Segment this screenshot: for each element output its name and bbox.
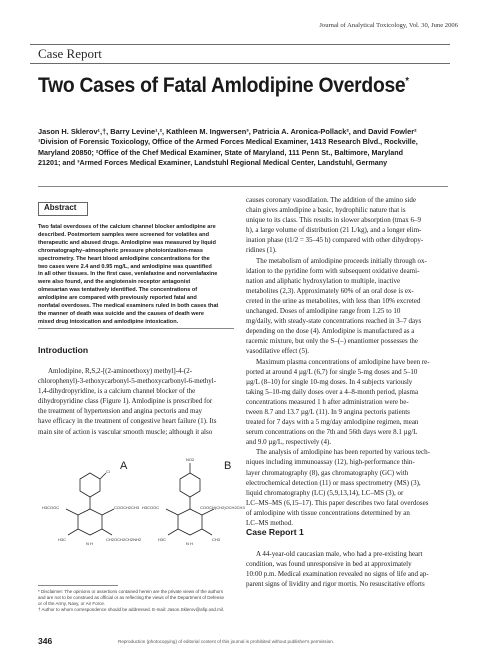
footnotes — [38, 589, 234, 613]
abstract-line: nonfatal overdoses. The medical examiners ruled in both cases that — [38, 303, 219, 310]
a-phenyl-ring — [80, 473, 100, 497]
right-column-line: electrochemical detection (11) or mass spectrometry (MS) (3), — [246, 478, 421, 487]
b-nh-label: N H — [186, 541, 193, 546]
abstract-line: mixed drug intoxication and amlodipine intoxication. — [38, 318, 179, 325]
abstract-text — [38, 224, 230, 327]
case-report-line: 10:00 p.m. Medical examination revealed no signs of life and ap- — [246, 570, 429, 579]
journal-header: Journal of Analytical Toxicology, Vol. 30, June 2006 — [319, 22, 458, 29]
footnote-divider — [38, 585, 118, 586]
abstract-heading-box — [38, 202, 88, 216]
b-ester-left: H3COOC — [142, 505, 160, 510]
abstract-line: therapeutic and abused drugs. Amlodipine was measured by liquid — [38, 239, 216, 246]
right-column-line: creted in the urine as metabolites, with less than 10% excreted — [246, 296, 421, 305]
right-column-line: LC–MS method. — [246, 519, 294, 527]
right-column-line: The metabolism of amlodipine proceeds initially through ox- — [256, 256, 427, 265]
right-column-line: mg/daily, with steady-state concentrations reached in 3–7 days — [246, 317, 422, 326]
a-nh-label: N H — [86, 541, 93, 546]
right-column-line: unique to its class. This results in slower absorption (tmax 6–9 — [246, 216, 422, 225]
introduction-line: 1,4-dihydropyridine, is a calcium channel blocker of the — [38, 387, 196, 396]
right-column-line: Maximum plasma concentrations of amlodipine have been re- — [256, 357, 430, 366]
right-column-line: serum concentrations on the 7th and 56th days were 8.1 µg/L — [246, 428, 418, 437]
introduction-line: main site of action is vascular smooth muscle; although it also — [38, 427, 213, 436]
right-column-line: concentrations measured 1 h after administration were be- — [246, 397, 409, 406]
footnote-line: † Author to whom correspondence should be addressed. E-mail: Jason.Sklerov@afip.osd.mil. — [38, 607, 225, 612]
a-chlorine-label: Cl — [106, 469, 110, 474]
abstract-line: Two fatal overdoses of the calcium channel blocker amlodipine are — [38, 224, 216, 230]
affiliations — [38, 137, 448, 169]
right-column-line: unchanged. Doses of amlodipine range from 1.25 to 10 — [246, 307, 401, 316]
abstract-line: amlodipine are compared with previously reported fatal and — [38, 295, 197, 302]
abstract-line: olmesartan was tentatively identified. The concentrations of — [38, 287, 198, 294]
affiliation-line: Maryland 20850; ²Office of the Chef Medical Examiner, State of Maryland, 111 Penn St., Baltimore, Maryland — [38, 147, 404, 157]
right-column-line: The analysis of amlodipine has been reported by various tech- — [256, 448, 430, 457]
right-column-line: and 9.0 µg/L, respectively (4). — [246, 438, 332, 447]
a-methyl-label: H3C — [58, 537, 67, 542]
title-footnote-mark: * — [405, 76, 409, 87]
title-text: Two Cases of Fatal Amlodipine Overdose — [38, 74, 406, 97]
abstract-line: were also found, and the angiotensin receptor antagonist — [38, 279, 191, 286]
abstract-heading: Abstract — [44, 203, 77, 212]
case-report-line: condition, was found unresponsive in bed at approximately — [246, 560, 412, 569]
affiliation-line: 21201; and ³Armed Forces Medical Examiner, Landstuhl Regional Medical Center, Landstuhl, Germany — [38, 158, 388, 168]
article-title — [38, 74, 409, 98]
right-column-line: depending on the dose (4). Amlodipine is manufactured as a — [246, 327, 415, 336]
right-column-line: of amlodipine with tissue concentrations determined by an — [246, 508, 410, 517]
right-column-line: vasodilative effect (5). — [246, 347, 310, 356]
a-ester-left: H3COOC — [42, 505, 60, 510]
affiliation-line: ¹Division of Forensic Toxicology, Office of the Armed Forces Medical Examiner, 1413 Research Blvd., Rockville, — [38, 137, 418, 146]
right-column-line: ported at around 4 µg/L (6,7) for single 5-mg doses and 5–10 — [246, 367, 418, 376]
abstract-divider — [38, 328, 234, 329]
abstract-line: described. Postmortem samples were screened for volatiles and — [38, 231, 209, 238]
a-ester-right: COOCH2CH3 — [114, 505, 140, 510]
right-column-line: metabolites (2,3). Approximately 60% of an oral dose is ex- — [246, 286, 414, 295]
figure-label-a: A — [120, 460, 128, 472]
introduction-line: the treatment of hypertension and angina pectoris and may — [38, 407, 203, 416]
introduction-line: Amlodipine, R,S,2-[(2-aminoethoxy) methyl]-4-(2- — [48, 367, 193, 375]
case-report-line: parent signs of lividity and rigor mortis. No resuscitative efforts — [246, 580, 425, 589]
abstract-line: two cases were 2.4 and 0.95 mg/L, and amlodipine was quantified — [38, 263, 212, 270]
footnote-line: * Disclaimer: The opinions or assertions contained herein are the private views of the authors — [38, 589, 224, 594]
right-column-line: niques including immunoassay (12), high-performance thin- — [246, 458, 415, 467]
right-column-line: LC–MS–MS (6,15–17). This paper describes two fatal overdoses — [246, 498, 429, 507]
section-banner — [30, 44, 450, 64]
a-dihydropyridine-ring — [78, 509, 102, 535]
right-column-line: racemic mixture, but only the S–(–) enantiomer possesses the — [246, 337, 419, 346]
right-column-line: treated for 7 days with a 5 mg/day amlodipine regimen, mean — [246, 418, 419, 427]
page-number: 346 — [38, 636, 53, 646]
section-label: Case Report — [38, 46, 102, 61]
figure-1-structures — [40, 453, 245, 575]
case-report-1-text — [246, 549, 452, 589]
right-column-line: idation to the pyridine form with subsequent oxidative deami- — [246, 266, 420, 275]
introduction-heading: Introduction — [38, 345, 89, 355]
right-column-line: ination phase (t1/2 = 35–45 h) compared with other dihydropy- — [246, 236, 424, 245]
b-methyl-label: H3C — [158, 537, 167, 542]
right-column-text — [246, 195, 452, 528]
figure-label-b: B — [224, 460, 232, 472]
right-column-line: h), a large volume of distribution (21 L/kg), and a longer elim- — [246, 226, 422, 235]
introduction-text — [38, 366, 234, 437]
introduction-line: have efficacy in the treatment of congestive heart failure (1). Its — [38, 417, 217, 426]
footnote-line: and are not to be construed as official or as reflecting the views of the Department of Defense — [38, 595, 225, 600]
right-column-line: chain gives amlodipine a basic, hydrophilic nature that is — [246, 206, 406, 215]
introduction-line: chlorophenyl)-3-ethoxycarbonyl-5-methoxycarbonyl-6-methyl- — [38, 377, 217, 386]
case-report-1-heading: Case Report 1 — [246, 527, 304, 537]
right-column-line: ridines (1). — [246, 246, 277, 255]
right-column-line: tween 8.7 and 13.7 µg/L (11). In 9 angina pectoris patients — [246, 407, 410, 416]
b-nitro-label: NO2 — [186, 457, 195, 462]
abstract-line: spectrometry. The heart blood amlodipine concentrations for the — [38, 255, 210, 262]
a-side-chain: CH2OCH2CH2NH2 — [106, 537, 142, 542]
introduction-line: dihydropyridine class (Figure 1). Amlodipine is prescribed for — [38, 397, 213, 406]
right-column-line: causes coronary vasodilation. The addition of the amino side — [246, 196, 416, 204]
right-column-line: nation and aliphatic hydroxylation to multiple, inactive — [246, 276, 401, 285]
abstract-line: in all other tissues. In the first case, venlafaxine and norvenlafaxine — [38, 271, 218, 278]
right-column-line: µg/L (8–10) for single 10-mg doses. In 4 subjects variously — [246, 377, 413, 386]
case-report-line: A 44-year-old caucasian male, who had a pre-existing heart — [256, 550, 423, 558]
abstract-line: chromatography–atmospheric pressure photoionization-mass — [38, 247, 204, 254]
abstract-line: the manner of death was suicide and the causes of death were — [38, 310, 204, 317]
right-column-line: liquid chromatography (LC) (5,9,13,14), LC–MS (3), or — [246, 488, 404, 497]
right-column-line: taking 5–10-mg daily doses over a 4–8-month period, plasma — [246, 387, 419, 396]
author-list: Jason H. Sklerov¹,†, Barry Levine¹,², Kathleen M. Ingwersen³, Patricia A. Aronica-Pollack², and David Fowler² — [38, 127, 417, 136]
right-column-line: layer chromatography (8), gas chromatography (GC) with — [246, 468, 409, 477]
b-dihydropyridine-ring — [178, 509, 202, 535]
header-divider — [38, 186, 448, 187]
footnote-line: or of the Army, Navy, or Air Force. — [38, 601, 106, 606]
b-ch3-label: CH3 — [212, 537, 221, 542]
b-ester-right: COOCH(CH2)OCH2CH3 — [200, 505, 245, 510]
reproduction-notice: Reproduction (photocopying) of editorial content of this journal is prohibited without publisher's permission. — [118, 639, 335, 644]
b-phenyl-ring — [180, 473, 200, 497]
